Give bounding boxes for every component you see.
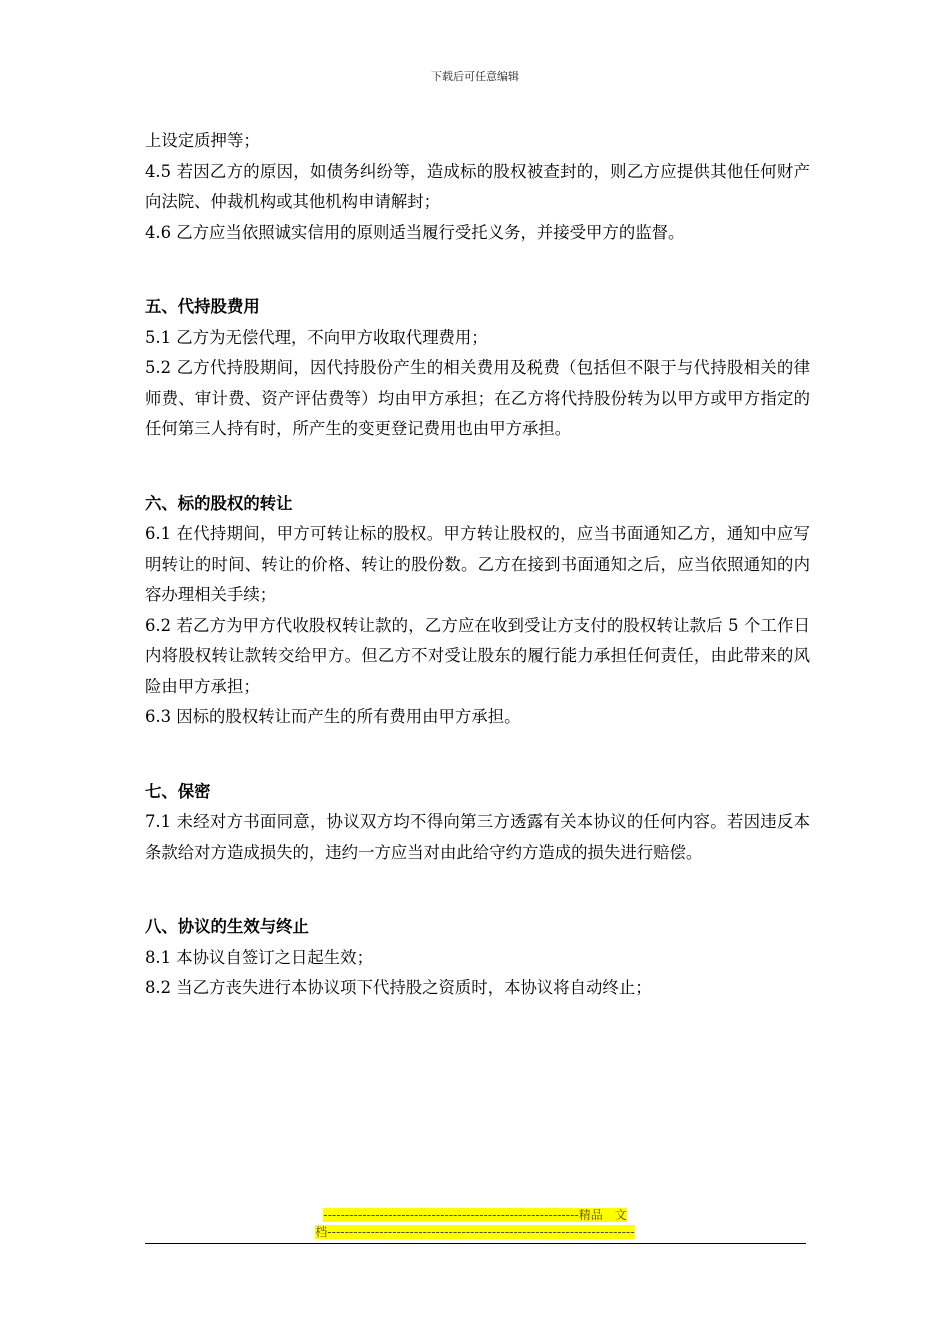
paragraph: 8.1 本协议自签订之日起生效； xyxy=(145,947,373,967)
footer-banner-line: -----------------------------------------------------------精品 文 xyxy=(323,1208,627,1222)
paragraph: 6.2 若乙方为甲方代收股权转让款的，乙方应在收到受让方支付的股权转让款后 5 个工作日内将股权转让款转交给甲方。但乙方不对受让股东的履行能力承担任何责任，由此带来的风险由甲方承担； xyxy=(145,615,810,696)
footer-banner-line: 档----------------------------------------------------------------------- xyxy=(315,1225,635,1239)
paragraph: 4.6 乙方应当依照诚实信用的原则适当履行受托义务，并接受甲方的监督。 xyxy=(145,222,685,242)
page-header: 下载后可任意编辑 xyxy=(431,70,519,83)
paragraph: 6.1 在代持期间，甲方可转让标的股权。甲方转让股权的，应当书面通知乙方，通知中应写明转让的时间、转让的价格、转让的股份数。乙方在接到书面通知之后，应当依照通知的内容办理相关手续； xyxy=(145,524,810,604)
section-heading: 七、保密 xyxy=(145,781,211,801)
section-heading: 六、标的股权的转让 xyxy=(145,493,293,513)
paragraph: 6.3 因标的股权转让而产生的所有费用由甲方承担。 xyxy=(145,707,521,726)
section-heading: 五、代持股费用 xyxy=(145,297,260,316)
footer-divider xyxy=(145,1243,806,1244)
paragraph: 8.2 当乙方丧失进行本协议项下代持股之资质时，本协议将自动终止； xyxy=(145,978,652,997)
document-body xyxy=(145,126,810,1004)
paragraph: 5.2 乙方代持股期间，因代持股份产生的相关费用及税费（包括但不限于与代持股相关的律师费、审计费、资产评估费等）均由甲方承担；在乙方将代持股份转为以甲方或甲方指定的任何第三人持有时，所产生的变更登记费用也由甲方承担。 xyxy=(145,358,810,438)
section-heading: 八、协议的生效与终止 xyxy=(145,917,309,936)
footer-banner xyxy=(0,1207,950,1241)
paragraph: 5.1 乙方为无偿代理，不向甲方收取代理费用； xyxy=(145,327,488,347)
paragraph: 4.5 若因乙方的原因，如债务纠纷等，造成标的股权被查封的，则乙方应提供其他任何财产向法院、仲裁机构或其他机构申请解封； xyxy=(145,161,810,211)
paragraph: 7.1 未经对方书面同意，协议双方均不得向第三方透露有关本协议的任何内容。若因违反本条款给对方造成损失的，违约一方应当对由此给守约方造成的损失进行赔偿。 xyxy=(145,812,810,862)
paragraph: 上设定质押等； xyxy=(145,131,260,150)
